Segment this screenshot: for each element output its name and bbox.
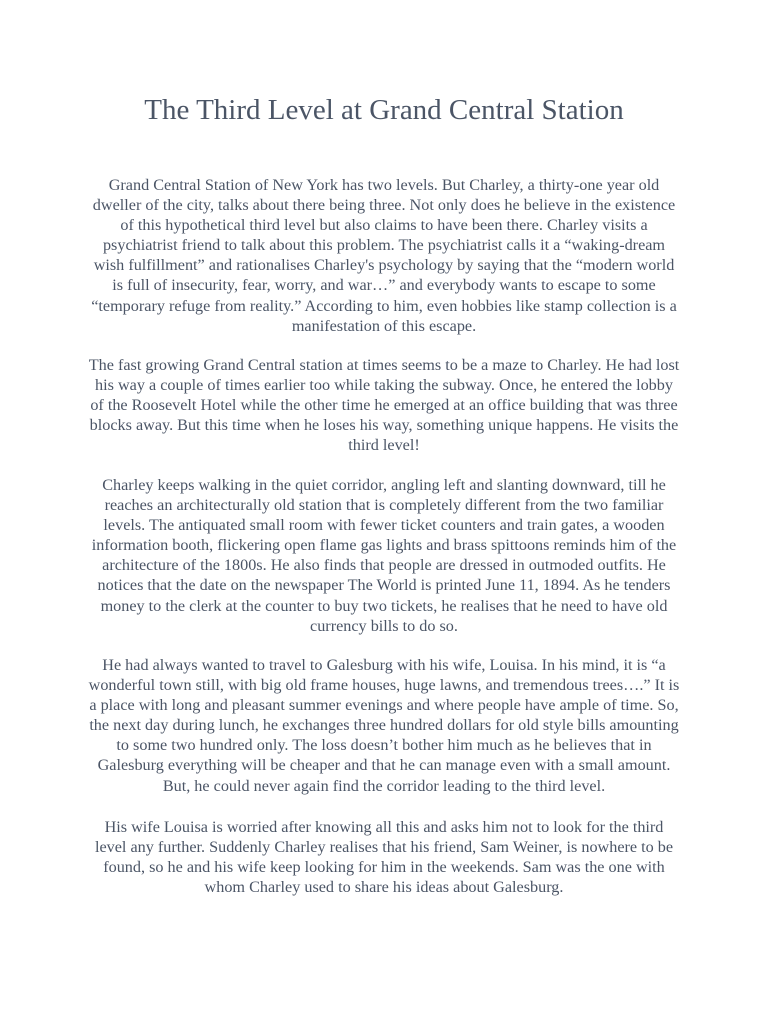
document-title: The Third Level at Grand Central Station [144,94,624,126]
paragraph-introduction: Grand Central Station of New York has two levels. But Charley, a thirty-one year old dweller of the city, talks about there being three. Not only does he believe in the existence of this hypothetical third level but also claims to have been there. Charley visits a psychiatrist friend to talk about this problem. The psychiatrist calls it a “waking-dream wish fulfillment” and rationalises Charley's psychology by saying that the “modern world is full of insecurity, fear, worry, and war…” and everybody wants to escape to some “temporary refuge from reality.” According to him, even hobbies like stamp collection is a manifestation of this escape. [91,176,677,335]
paragraph-galesburg: He had always wanted to travel to Galesburg with his wife, Louisa. In his mind, it is “a wonderful town still, with big old frame houses, huge lawns, and tremendous trees….” It is a place with long and pleasant summer evenings and where people have ample of time. So, the next day during lunch, he exchanges three hundred dollars for old style bills amounting to some two hundred only. The loss doesn’t bother him much as he believes that in Galesburg everything will be cheaper and that he can manage even with a small amount. But, he could never again find the corridor leading to the third level. [88,656,680,795]
paragraph-third-level: Charley keeps walking in the quiet corridor, angling left and slanting downward, till he reaches an architecturally old station that is completely different from the two familiar levels. The antiquated small room with fewer ticket counters and train gates, a wooden information booth, flickering open flame gas lights and brass spittoons reminds him of the architecture of the 1800s. He also finds that people are dressed in outmoded outfits. He notices that the date on the newspaper The World is printed June 11, 1894. As he tenders money to the clerk at the counter to buy two tickets, he realises that he need to have old currency bills to do so. [91,476,677,635]
paragraph-lost-way: The fast growing Grand Central station at times seems to be a maze to Charley. He had lost his way a couple of times earlier too while taking the subway. Once, he entered the lobby of the Roosevelt Hotel while the other time he emerged at an office building that was three blocks away. But this time when he loses his way, something unique happens. He visits the third level! [88,356,680,455]
paragraph-louisa-and-sam: His wife Louisa is worried after knowing all this and asks him not to look for the third level any further. Suddenly Charley realises that his friend, Sam Weiner, is nowhere to be found, so he and his wife keep looking for him in the weekends. Sam was the one with whom Charley used to share his ideas about Galesburg. [94,818,674,897]
